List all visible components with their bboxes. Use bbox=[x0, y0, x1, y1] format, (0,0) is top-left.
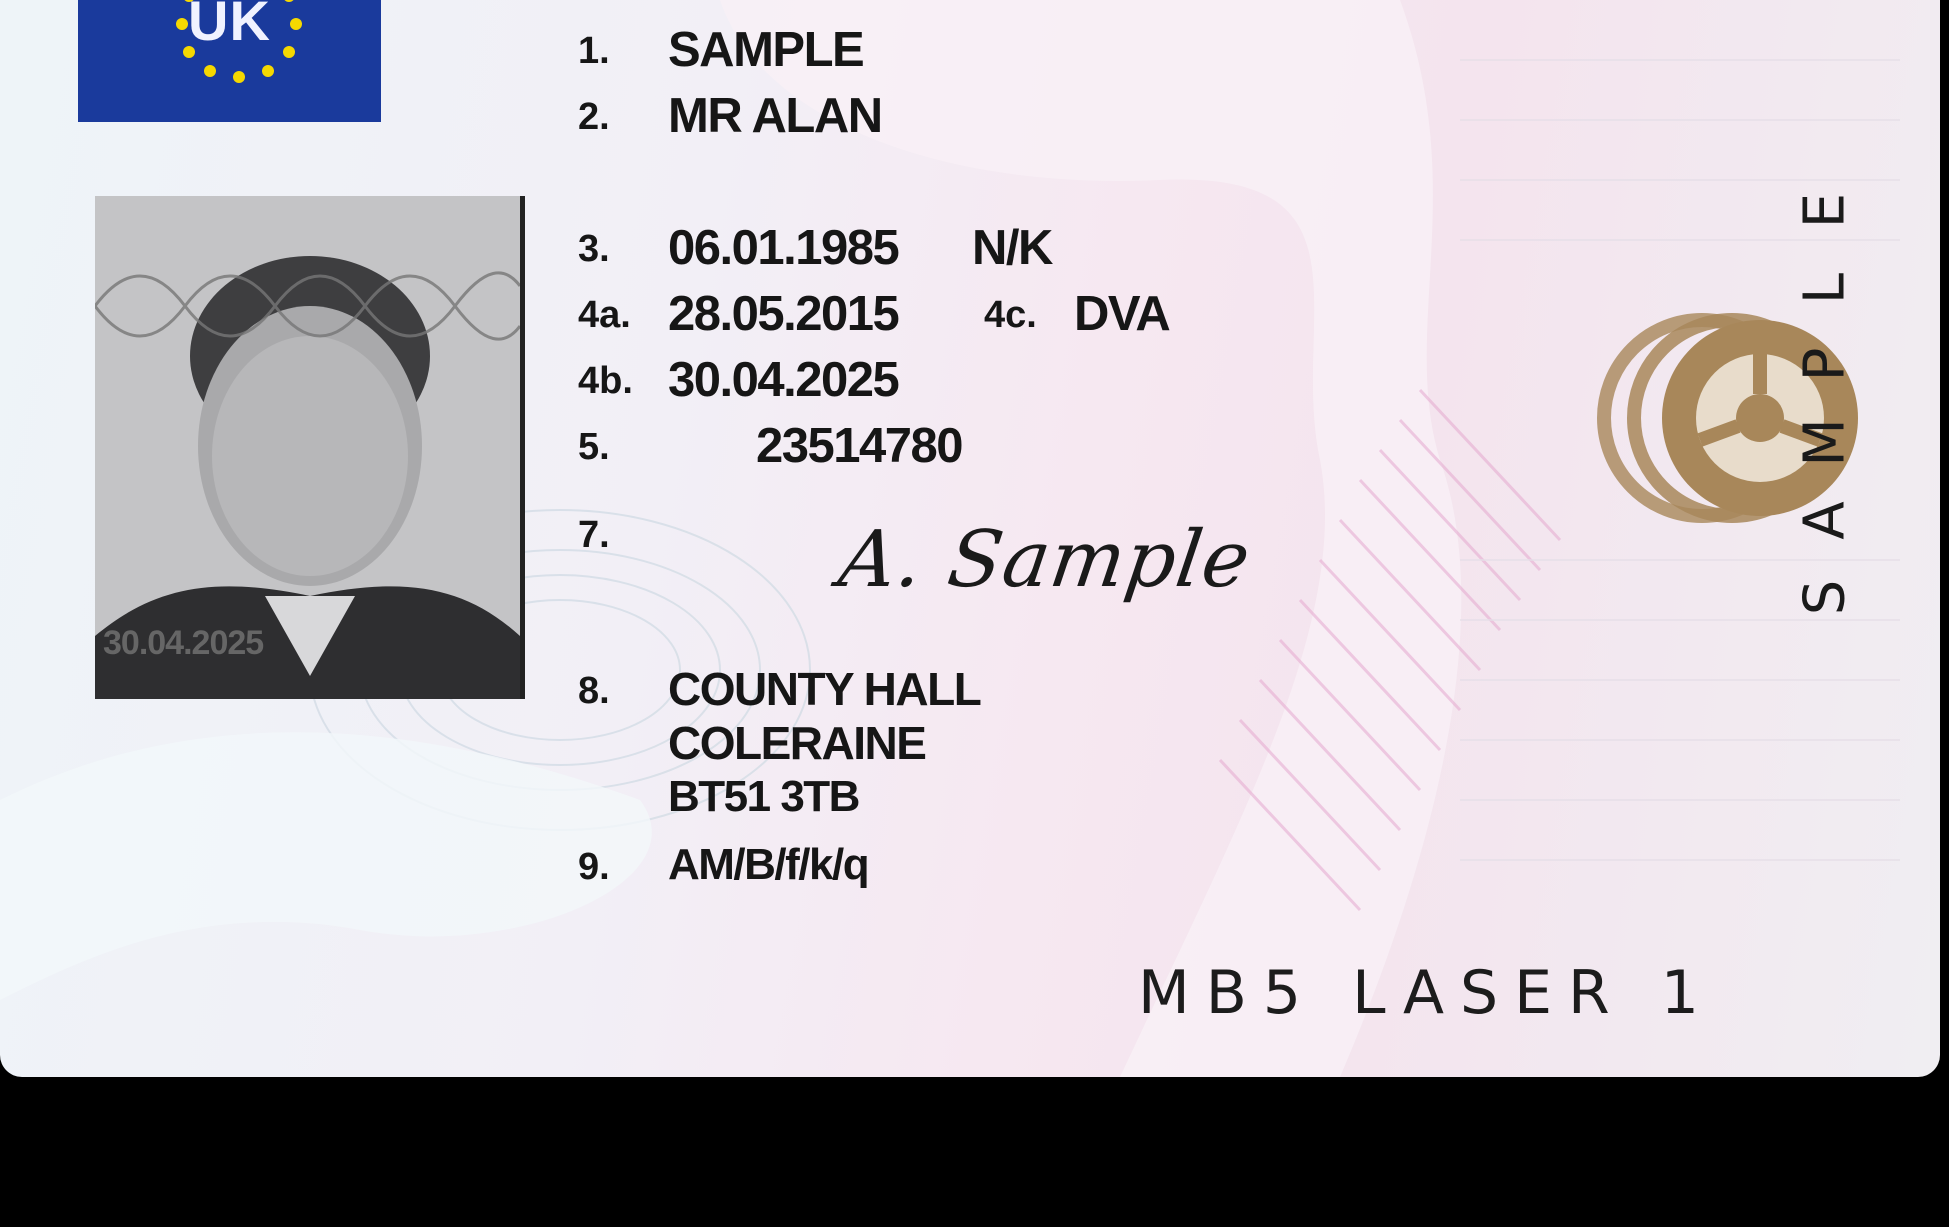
watermark-letter-e: E bbox=[1792, 192, 1858, 229]
photo-date-overlay: 30.04.2025 bbox=[103, 624, 264, 662]
field-3-number: 3. bbox=[578, 228, 610, 270]
address-line-1: COUNTY HALL bbox=[668, 663, 981, 715]
field-2-number: 2. bbox=[578, 96, 610, 138]
expiry-date: 30.04.2025 bbox=[668, 353, 899, 407]
watermark-letter-s: S bbox=[1792, 579, 1858, 616]
surname: SAMPLE bbox=[668, 23, 864, 77]
licence-categories: AM/B/f/k/q bbox=[668, 840, 869, 889]
eu-flag bbox=[78, 0, 381, 122]
place-of-birth: N/K bbox=[972, 221, 1052, 275]
address-line-2: COLERAINE bbox=[668, 717, 926, 769]
given-names: MR ALAN bbox=[668, 89, 882, 143]
holder-photo bbox=[95, 196, 525, 699]
address-postcode: BT51 3TB bbox=[668, 772, 859, 821]
laser-code: MB5 LASER 1 bbox=[1138, 958, 1715, 1028]
field-8-number: 8. bbox=[578, 670, 610, 712]
issuing-authority: DVA bbox=[1074, 287, 1170, 341]
field-5-number: 5. bbox=[578, 426, 610, 468]
field-7-number: 7. bbox=[578, 514, 610, 556]
holder-signature: A. Sample bbox=[833, 515, 1257, 605]
country-code: UK bbox=[188, 0, 271, 52]
watermark-letter-l: L bbox=[1792, 272, 1858, 305]
watermark-letter-a: A bbox=[1792, 501, 1858, 540]
field-4b-number: 4b. bbox=[578, 360, 633, 402]
field-1-number: 1. bbox=[578, 30, 610, 72]
sample-watermark bbox=[1745, 170, 1905, 650]
issue-date: 28.05.2015 bbox=[668, 287, 899, 341]
licence-number: 23514780 bbox=[756, 419, 963, 473]
field-9-number: 9. bbox=[578, 846, 610, 888]
watermark-letter-p: P bbox=[1792, 347, 1858, 382]
field-4c-number: 4c. bbox=[984, 294, 1037, 336]
watermark-letter-m: M bbox=[1792, 418, 1858, 467]
field-4a-number: 4a. bbox=[578, 294, 631, 336]
date-of-birth: 06.01.1985 bbox=[668, 221, 899, 275]
